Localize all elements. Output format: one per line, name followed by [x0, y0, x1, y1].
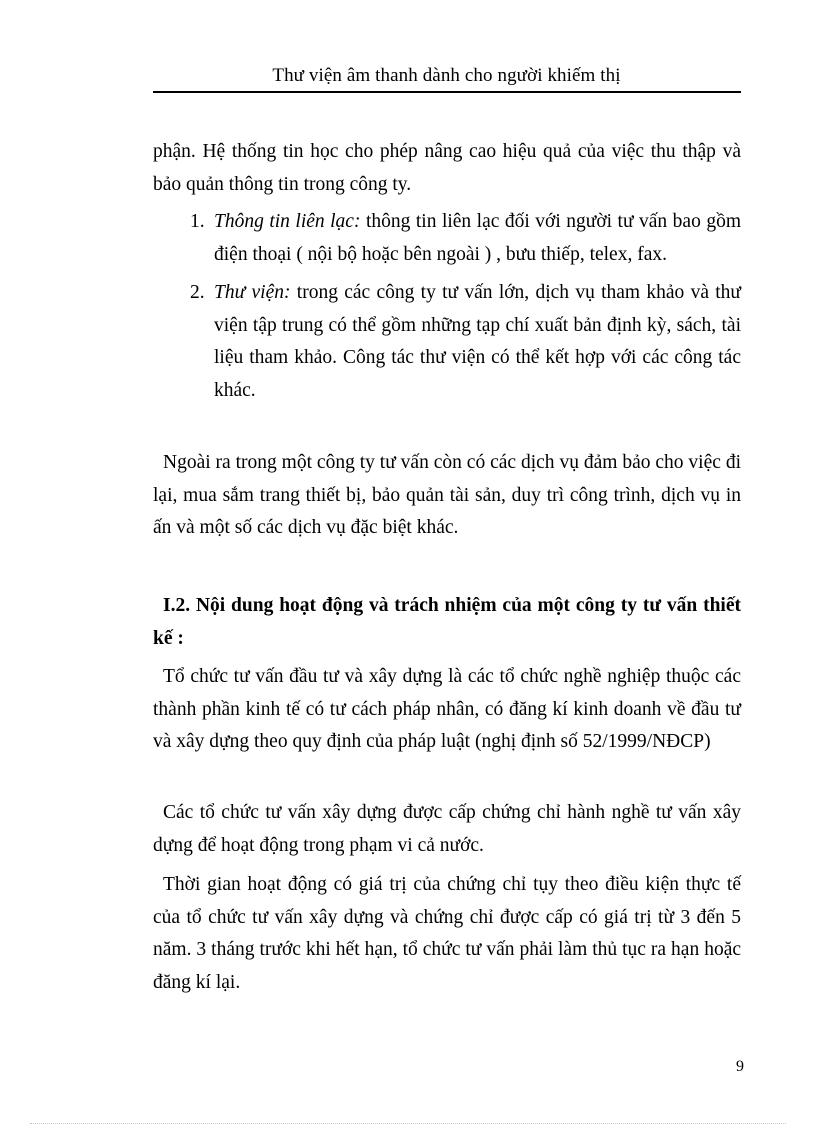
list-item-text: thông tin liên lạc đối với người tư vấn bao gồm điện thoại ( nội bộ hoặc bên ngoài ) , bưu thiếp, telex, fax.	[214, 211, 741, 265]
list-item-number: 2.	[190, 282, 205, 303]
page-number: 9	[736, 1058, 744, 1075]
paragraph-5: Thời gian hoạt động có giá trị của chứng chỉ tụy theo điều kiện thực tế của tổ chức tư vấn xây dựng và chứng chỉ được cấp có giá trị từ 3 đến 5 năm. 3 tháng trước khi hết hạn, tổ chức tư vấn phải làm thủ tục ra hạn hoặc đăng kí lại.	[153, 874, 741, 993]
paragraph-1: phận. Hệ thống tin học cho phép nâng cao hiệu quả của việc thu thập và bảo quản thông tin trong công ty.	[153, 141, 741, 195]
list-item-term: Thông tin liên lạc:	[214, 211, 361, 232]
numbered-list	[190, 206, 741, 407]
list-item-number: 1.	[190, 211, 205, 232]
paragraph-4: Các tổ chức tư vấn xây dựng được cấp chứng chỉ hành nghề tư vấn xây dựng để hoạt động trong phạm vi cả nước.	[153, 802, 741, 856]
running-header: Thư viện âm thanh dành cho người khiếm thị	[272, 65, 621, 86]
section-heading: I.2. Nội dung hoạt động và trách nhiệm của một công ty tư vấn thiết kế :	[153, 595, 741, 649]
paragraph-2: Ngoài ra trong một công ty tư vấn còn có các dịch vụ đảm bảo cho việc đi lại, mua sắm trang thiết bị, bảo quản tài sản, duy trì công trình, dịch vụ in ấn và một số các dịch vụ đặc biệt khác.	[153, 452, 741, 538]
header-rule	[153, 91, 741, 93]
list-item-term: Thư viện:	[214, 282, 291, 303]
list-item-text: trong các công ty tư vấn lớn, dịch vụ tham khảo và thư viện tập trung có thể gồm những tạp chí xuất bản định kỳ, sách, tài liệu tham khảo. Công tác thư viện có thể kết hợp với các công tác khác.	[214, 282, 742, 401]
list-item	[190, 206, 741, 271]
list-item	[190, 277, 741, 407]
paragraph-3: Tổ chức tư vấn đầu tư và xây dựng là các tổ chức nghề nghiệp thuộc các thành phần kinh tế có tư cách pháp nhân, có đăng kí kinh doanh về đầu tư và xây dựng theo quy định của pháp luật (nghị định số 52/1999/NĐCP)	[153, 666, 741, 752]
